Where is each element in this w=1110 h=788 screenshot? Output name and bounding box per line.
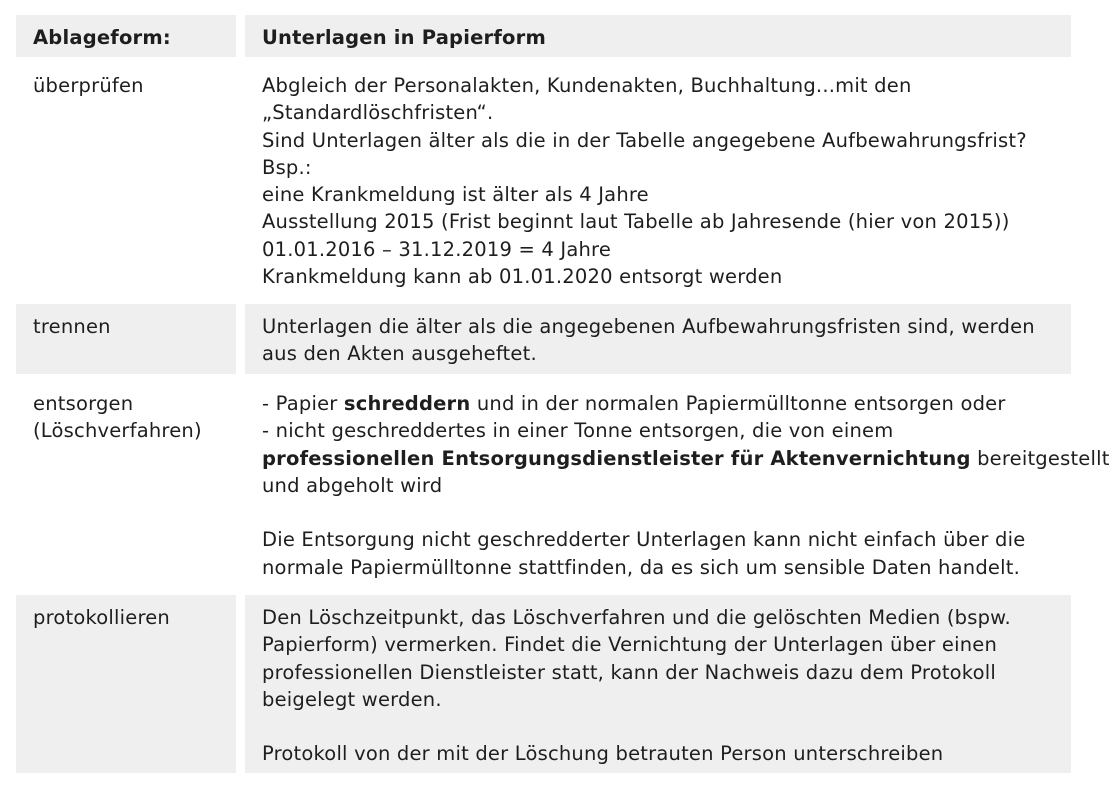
header-value: Unterlagen in Papierform	[262, 26, 546, 49]
text-line: Bsp.:	[262, 155, 312, 179]
text-line: Den Löschzeitpunkt, das Löschverfahren und die gelöschten Medien (bspw.	[262, 606, 1011, 629]
text-line: normale Papiermülltonne stattfinden, da es sich um sensible Daten handelt.	[262, 555, 1020, 579]
text-line: „Standardlöschfristen“.	[262, 101, 494, 125]
text-line: Die Entsorgung nicht geschredderter Unterlagen kann nicht einfach über die	[262, 528, 1026, 552]
text-run: und in der normalen Papiermülltonne entsorgen oder	[470, 392, 1006, 415]
text-line: professionellen Dienstleister statt, kann der Nachweis dazu dem Protokoll	[262, 660, 996, 684]
row-label-cell	[16, 72, 236, 296]
text-line: - nicht geschreddertes in einer Tonne entsorgen, die von einem	[262, 419, 894, 443]
text-line: Krankmeldung kann ab 01.01.2020 entsorgt werden	[262, 265, 783, 289]
row-label: entsorgen	[33, 392, 134, 415]
header-label: Ablageform:	[33, 26, 171, 49]
text-line: Ausstellung 2015 (Frist beginnt laut Tabelle ab Jahresende (hier von 2015))	[262, 210, 1010, 234]
paragraph-gap	[262, 499, 1071, 526]
text-line	[262, 445, 1110, 472]
text-line: eine Krankmeldung ist älter als 4 Jahre	[262, 183, 649, 207]
text-run: - Papier	[262, 392, 344, 415]
emphasis-text: professionellen Entsorgungsdienstleister für Aktenvernichtung	[262, 446, 971, 470]
text-line: Protokoll von der mit der Löschung betrauten Person unterschreiben	[262, 742, 944, 766]
row-label: (Löschverfahren)	[33, 419, 202, 443]
text-run: bereitgestellt	[970, 446, 1110, 470]
paragraph-gap	[262, 713, 1071, 740]
text-line: Sind Unterlagen älter als die in der Tabelle angegebene Aufbewahrungsfrist?	[262, 128, 1027, 152]
text-line: beigelegt werden.	[262, 687, 442, 711]
row-label-cell	[16, 595, 236, 773]
row-content-cell	[245, 304, 1071, 374]
header-value-cell	[245, 15, 1071, 57]
row-content-cell	[245, 390, 1110, 586]
text-line: Unterlagen die älter als die angegebenen Aufbewahrungsfristen sind, werden	[262, 315, 1035, 338]
text-line: 01.01.2016 – 31.12.2019 = 4 Jahre	[262, 237, 612, 261]
text-line: Papierform) vermerken. Findet die Vernichtung der Unterlagen über einen	[262, 633, 998, 657]
header-label-cell	[16, 15, 236, 57]
text-line: aus den Akten ausgeheftet.	[262, 342, 537, 366]
row-content-cell	[245, 595, 1071, 773]
text-line	[262, 390, 1071, 417]
row-content-cell	[245, 72, 1071, 296]
text-line: und abgeholt wird	[262, 473, 443, 497]
row-label: trennen	[33, 315, 111, 338]
emphasis-text: schreddern	[343, 392, 471, 415]
row-label: protokollieren	[33, 606, 170, 629]
row-label-cell	[16, 304, 236, 374]
row-label-cell	[16, 390, 236, 586]
text-line: Abgleich der Personalakten, Kundenakten, Buchhaltung...mit den	[262, 74, 912, 97]
row-label: überprüfen	[33, 74, 144, 97]
